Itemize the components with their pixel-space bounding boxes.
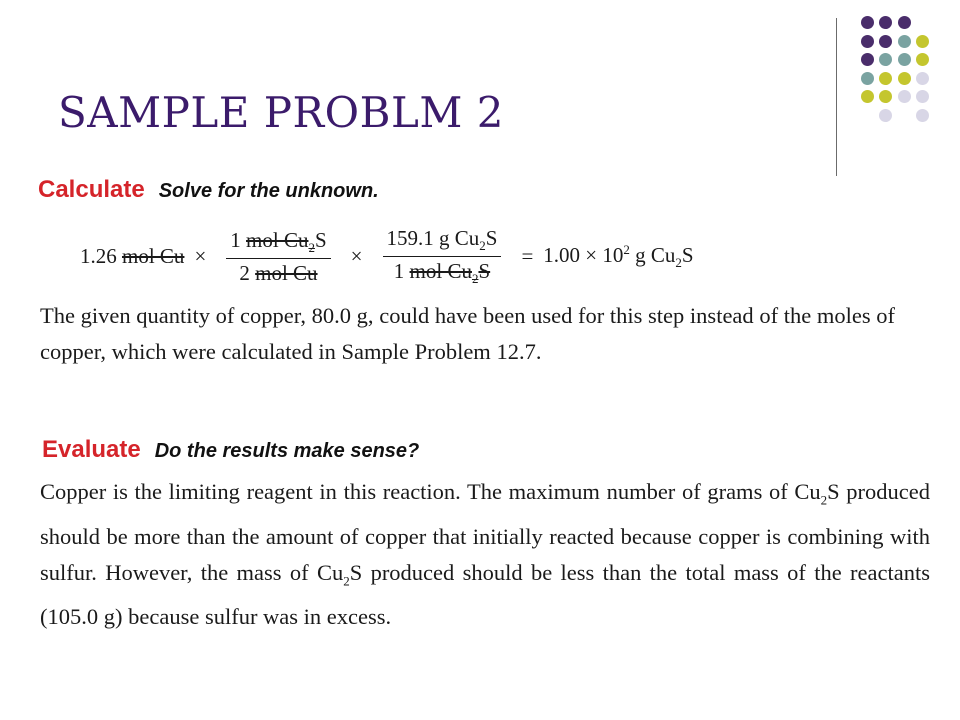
calculate-paragraph: The given quantity of copper, 80.0 g, could have been used for this step instead of the moles of copper, which were calculated in Sample Problem 12.7. <box>40 303 895 364</box>
decor-dot <box>898 72 911 85</box>
decor-dot <box>916 90 929 103</box>
decor-dot <box>916 35 929 48</box>
molar-mass-numerator: 159.1 g $Cu_2S$ <box>383 226 502 257</box>
mole-ratio-fraction <box>226 228 330 286</box>
evaluate-subtitle: Do the results make sense? <box>154 440 420 462</box>
decor-dot <box>898 90 911 103</box>
decor-dot <box>879 109 892 122</box>
decor-dot <box>898 53 911 66</box>
decor-dot <box>861 53 874 66</box>
mole-ratio-numerator: 1 mol $Cu_2S$ <box>226 228 330 259</box>
decor-dot <box>861 72 874 85</box>
decor-dot <box>916 72 929 85</box>
evaluate-heading <box>42 436 419 464</box>
decor-dot <box>879 90 892 103</box>
molar-mass-fraction <box>383 226 502 287</box>
given-unit: mol Cu <box>122 244 185 269</box>
molar-mass-denominator: 1 mol $Cu_2S$ <box>393 259 491 287</box>
decor-dot <box>879 72 892 85</box>
decor-dot <box>898 16 911 29</box>
calculate-heading <box>38 176 379 204</box>
decor-dot <box>879 35 892 48</box>
calculate-subtitle: Solve for the unknown. <box>158 180 379 202</box>
given-quantity: 1.26 <box>80 244 117 269</box>
decor-dot <box>861 16 874 29</box>
slide-title: SAMPLE PROBLM 2 <box>58 88 504 137</box>
equation-result: $1.00 \times 10^2$ g $Cu_2S$ <box>543 242 694 271</box>
decor-dot <box>898 35 911 48</box>
decor-dot <box>916 109 929 122</box>
decor-dot <box>861 35 874 48</box>
divider-line <box>836 18 837 176</box>
decor-dot <box>916 53 929 66</box>
decor-dot <box>879 53 892 66</box>
mole-ratio-denominator: 2 mol Cu <box>239 260 318 285</box>
equals-sign: = <box>521 244 534 269</box>
decor-dot <box>879 16 892 29</box>
evaluate-label: Evaluate <box>42 436 141 463</box>
calculate-label: Calculate <box>38 176 145 203</box>
times-sign: × <box>350 244 363 269</box>
times-sign: × <box>194 244 207 269</box>
decor-dot <box>861 90 874 103</box>
evaluate-paragraph: Copper is the limiting reagent in this reaction. The maximum number of grams of $Cu_2S$ produced should be more than the amount of copper that initially reacted because copper is combining with sulfur. However, the mass of $Cu_2S$ produced should be less than the total mass of the reactants (105.0 g) because sulfur was in excess. <box>40 479 931 629</box>
stoichiometry-equation <box>80 226 694 287</box>
